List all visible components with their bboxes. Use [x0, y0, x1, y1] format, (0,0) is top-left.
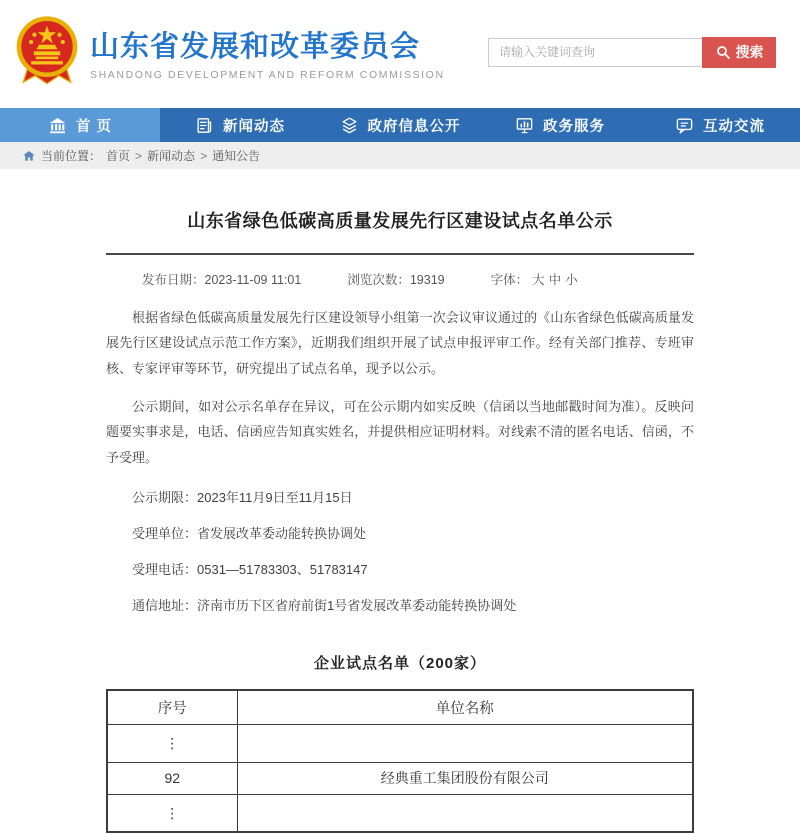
accepting-unit-line: 受理单位：省发展改革委动能转换协调处 [132, 526, 367, 542]
nav-item-label: 政府信息公开 [367, 118, 461, 135]
font-size-large[interactable]: 大 [532, 273, 545, 287]
site-title: 山东省发展和改革委员会 [90, 30, 421, 63]
page-title: 山东省绿色低碳高质量发展先行区建设试点名单公示 [187, 211, 613, 231]
paragraph: 公示期间，如对公示名单存在异议，可在公示期内如实反映（信函以当地邮戳时间为准）。反映问题要实事求是，电话、信函应告知真实姓名，并提供相应证明材料。对线索不清的匿名电话、信函，不予受理。 [106, 399, 694, 465]
paragraph: 根据省绿色低碳高质量发展先行区建设领导小组第一次会议审议通过的《山东省绿色低碳高质量发展先行区建设试点示范工作方案》，近期我们组织开展了试点申报评审工作。经有关部门推荐、专班审核、专家评审等环节，研究提出了试点名单，现予以公示。 [106, 310, 694, 376]
row-name-cell [237, 794, 693, 832]
nav-item-label: 政务服务 [543, 118, 605, 135]
brand-text [90, 24, 445, 81]
publish-date: 发布日期：2023-11-09 11:01 [142, 273, 302, 287]
breadcrumb-separator: > [135, 148, 143, 163]
nav-item-label: 新闻动态 [223, 118, 285, 135]
newspaper-icon [195, 116, 214, 135]
article-main [0, 207, 800, 833]
nav-item-gov-info[interactable] [320, 108, 480, 142]
nav-item-interaction[interactable] [640, 108, 800, 142]
search-input[interactable] [488, 38, 702, 67]
row-no-cell: 92 [107, 762, 237, 794]
breadcrumb-link-home[interactable]: 首页 [106, 149, 131, 163]
table-row [107, 794, 693, 832]
pilot-list-table [106, 689, 694, 833]
site-subtitle: SHANDONG DEVELOPMENT AND REFORM COMMISSION [90, 68, 445, 81]
table-row [107, 724, 693, 762]
layers-icon [340, 116, 359, 135]
search-bar [488, 37, 776, 68]
bank-icon [48, 116, 67, 135]
font-size-label: 字体： [490, 273, 529, 287]
breadcrumb-link-news[interactable]: 新闻动态 [147, 149, 196, 163]
phone-line: 受理电话：0531—51783303、51783147 [132, 562, 368, 578]
table-row [107, 762, 693, 794]
breadcrumb-link-notice[interactable]: 通知公告 [212, 149, 261, 163]
breadcrumb-prefix: 当前位置： [41, 149, 102, 163]
nav-item-label: 互动交流 [703, 118, 765, 135]
nav-item-news[interactable] [160, 108, 320, 142]
row-no-cell: ⋮ [107, 724, 237, 762]
search-button-label: 搜索 [735, 44, 764, 60]
view-count: 浏览次数：19319 [347, 273, 445, 287]
notice-period-line: 公示期限：2023年11月9日至11月15日 [132, 490, 353, 506]
brand [14, 15, 445, 89]
national-emblem-logo [14, 15, 80, 89]
monitor-chart-icon [515, 116, 534, 135]
nav-item-label: 首 页 [75, 118, 113, 135]
search-button[interactable] [702, 37, 776, 68]
nav-item-home[interactable] [0, 108, 160, 142]
column-header-name: 单位名称 [237, 690, 693, 724]
table-title: 企业试点名单（200家） [313, 655, 487, 673]
breadcrumb-separator: > [200, 148, 208, 163]
row-name-cell: 经典重工集团股份有限公司 [237, 762, 693, 794]
address-line: 通信地址：济南市历下区省府前街1号省发展改革委动能转换协调处 [132, 598, 517, 614]
nav-item-services[interactable] [480, 108, 640, 142]
font-size-switcher [491, 270, 582, 288]
site-header [0, 0, 800, 104]
row-name-cell [237, 724, 693, 762]
chat-bubble-icon [675, 116, 694, 135]
font-size-small[interactable]: 小 [565, 273, 578, 287]
breadcrumb [0, 142, 800, 169]
font-size-medium[interactable]: 中 [548, 273, 562, 287]
article-meta [106, 255, 694, 292]
search-icon [715, 44, 731, 60]
table-header-row [107, 690, 693, 724]
row-no-cell: ⋮ [107, 794, 237, 832]
column-header-no: 序号 [107, 690, 237, 724]
home-icon [22, 149, 36, 163]
main-nav [0, 108, 800, 142]
